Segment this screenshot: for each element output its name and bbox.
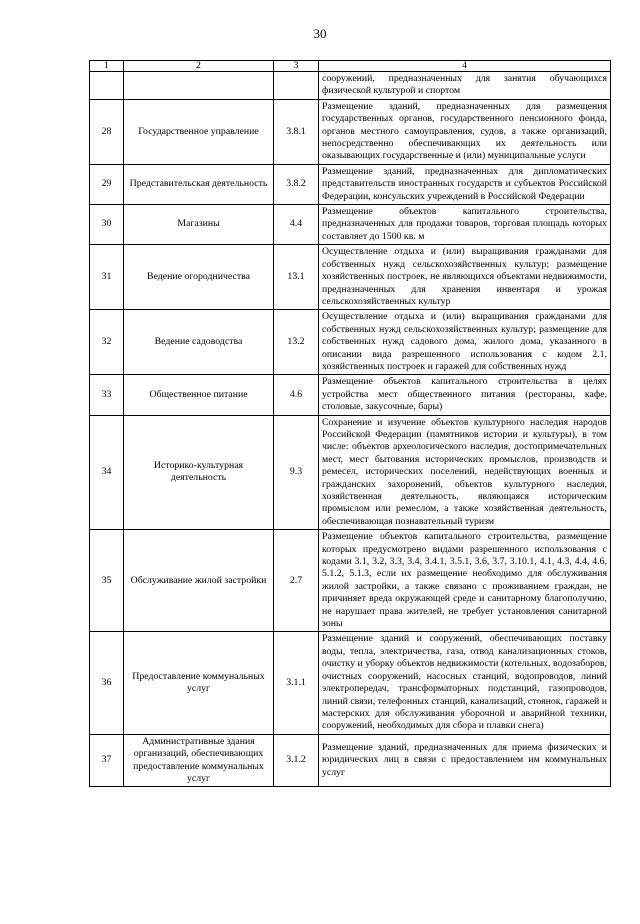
row-name: Ведение садоводства bbox=[124, 310, 274, 375]
row-name: Ведение огородничества bbox=[124, 245, 274, 310]
row-name: Административные здания организаций, обеспечивающих предоставление коммунальных услуг bbox=[124, 734, 274, 787]
row-num: 32 bbox=[90, 310, 124, 375]
table-row bbox=[90, 632, 611, 734]
row-code: 2.7 bbox=[274, 530, 319, 632]
row-num: 37 bbox=[90, 734, 124, 787]
page-number: 30 bbox=[313, 26, 327, 41]
row-code: 3.8.1 bbox=[274, 99, 319, 164]
table-row bbox=[90, 99, 611, 164]
table-row bbox=[90, 164, 611, 204]
continuation-desc: сооружений, предназначенных для занятия обучающихся физической культурой и спортом bbox=[319, 72, 611, 100]
row-desc: Сохранение и изучение объектов культурного наследия народов Российской Федерации (памятников истории и культуры), в том числе: объектов археологического наследия, достопримечательных мест, мест бытования исторических промыслов, производств и ремесел, исторических поселений, недействующих военных и гражданских захоронений, объектов культурного наследия, хозяйственная деятельность, являющаяся историческим промыслом или ремеслом, а также хозяйственная деятельность, обеспечивающая познавательный туризм bbox=[319, 415, 611, 530]
header-col-1: 1 bbox=[90, 61, 124, 72]
row-name: Обслуживание жилой застройки bbox=[124, 530, 274, 632]
table-row bbox=[90, 375, 611, 415]
row-desc: Размещение объектов капитального строительства в целях устройства мест общественного питания (рестораны, кафе, столовые, закусочные, бары) bbox=[319, 375, 611, 415]
row-desc: Размещение объектов капитального строительства, предназначенных для продажи товаров, торговая площадь которых составляет до 1500 кв. м bbox=[319, 205, 611, 245]
row-name: Общественное питание bbox=[124, 375, 274, 415]
row-name: Предоставление коммунальных услуг bbox=[124, 632, 274, 734]
row-num: 33 bbox=[90, 375, 124, 415]
row-desc: Размещение зданий и сооружений, обеспечивающих поставку воды, тепла, электричества, газа, отвод канализационных стоков, очистку и уборку объектов недвижимости (котельных, водозаборов, очистных сооружений, насосных станций, водопроводов, линий электропередач, трансформаторных подстанций, газопроводов, линий связи, телефонных станций, канализаций, стоянок, гаражей и мастерских для обслуживания уборочной и аварийной техники, сооружений, необходимых для сбора и плавки снега) bbox=[319, 632, 611, 734]
row-num: 35 bbox=[90, 530, 124, 632]
row-num: 29 bbox=[90, 164, 124, 204]
row-num: 30 bbox=[90, 205, 124, 245]
table-row bbox=[90, 415, 611, 530]
table-row bbox=[90, 734, 611, 787]
table-row bbox=[90, 205, 611, 245]
table-row bbox=[90, 530, 611, 632]
row-desc: Размещение зданий, предназначенных для размещения государственных органов, государственного пенсионного фонда, органов местного самоуправления, судов, а также организаций, непосредственно обеспечивающих их деятельность или оказывающих государственные и (или) муниципальные услуги bbox=[319, 99, 611, 164]
header-col-2: 2 bbox=[124, 61, 274, 72]
row-desc: Размещение объектов капитального строительства, размещение которых предусмотрено видами разрешенного использования с кодами 3.1, 3.2, 3.3, 3.4, 3.4.1, 3.5.1, 3.6, 3.7, 3.10.1, 4.1, 4.3, 4.4, 4.6, 5.1.2, 5.1.3, если их размещение необходимо для обслуживания жилой застройки, а также связано с проживанием граждан, не причиняет вреда окружающей среде и санитарному благополучию, не нарушает права жителей, не требует установления санитарной зоны bbox=[319, 530, 611, 632]
land-use-table bbox=[89, 60, 611, 787]
table-row bbox=[90, 310, 611, 375]
continuation-num bbox=[90, 72, 124, 100]
row-name: Государственное управление bbox=[124, 99, 274, 164]
row-code: 4.6 bbox=[274, 375, 319, 415]
row-code: 3.8.2 bbox=[274, 164, 319, 204]
row-num: 36 bbox=[90, 632, 124, 734]
row-num: 34 bbox=[90, 415, 124, 530]
row-name: Магазины bbox=[124, 205, 274, 245]
header-col-3: 3 bbox=[274, 61, 319, 72]
table-row bbox=[90, 245, 611, 310]
row-desc: Осуществление отдыха и (или) выращивания гражданами для собственных нужд сельскохозяйственных культур; размещение хозяйственных построек, не являющихся объектами недвижимости, предназначенных для хранения инвентаря и урожая сельскохозяйственных культур bbox=[319, 245, 611, 310]
row-desc: Осуществление отдыха и (или) выращивания гражданами для собственных нужд сельскохозяйственных культур; размещение для собственных нужд садового дома, жилого дома, указанного в описании вида разрешенного использования с кодом 2.1, хозяйственных построек и гаражей для собственных нужд bbox=[319, 310, 611, 375]
row-code: 9.3 bbox=[274, 415, 319, 530]
row-name: Представительская деятельность bbox=[124, 164, 274, 204]
continuation-row bbox=[90, 72, 611, 100]
row-code: 13.1 bbox=[274, 245, 319, 310]
row-desc: Размещение зданий, предназначенных для дипломатических представительств иностранных государств и субъектов Российской Федерации, консульских учреждений в Российской Федерации bbox=[319, 164, 611, 204]
row-desc: Размещение зданий, предназначенных для приема физических и юридических лиц в связи с предоставлением им коммунальных услуг bbox=[319, 734, 611, 787]
table-header-row bbox=[90, 61, 611, 72]
continuation-name bbox=[124, 72, 274, 100]
continuation-code bbox=[274, 72, 319, 100]
row-code: 3.1.2 bbox=[274, 734, 319, 787]
row-code: 3.1.1 bbox=[274, 632, 319, 734]
header-col-4: 4 bbox=[319, 61, 611, 72]
row-code: 13.2 bbox=[274, 310, 319, 375]
row-code: 4.4 bbox=[274, 205, 319, 245]
row-num: 31 bbox=[90, 245, 124, 310]
row-name: Историко-культурная деятельность bbox=[124, 415, 274, 530]
row-num: 28 bbox=[90, 99, 124, 164]
